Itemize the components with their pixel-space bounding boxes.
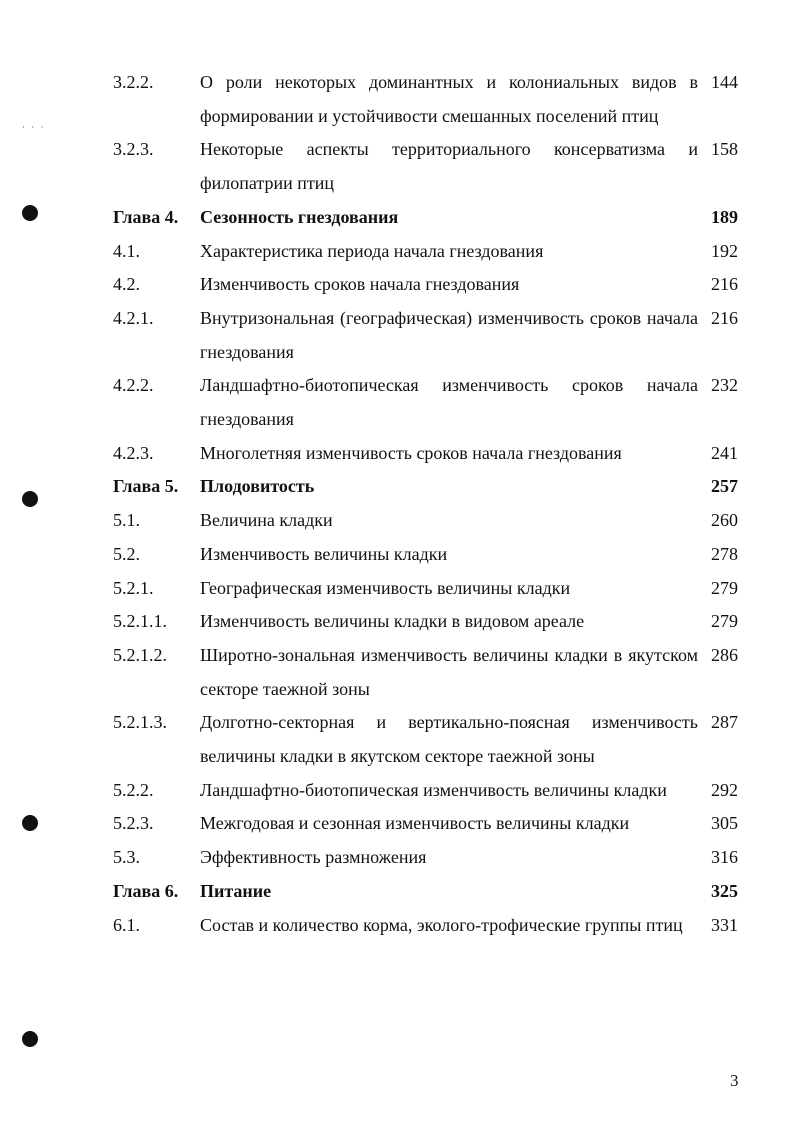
toc-entry-number: 5.2.1.2. <box>113 644 167 665</box>
toc-entry-number: 5.2. <box>113 543 140 564</box>
toc-entry-page: 331 <box>711 914 738 935</box>
table-of-contents <box>113 66 738 942</box>
toc-entry-page: 305 <box>711 813 738 834</box>
toc-entry-title: Географическая изменчивость величины кладки <box>200 577 571 598</box>
toc-row <box>113 807 738 841</box>
page-number: 3 <box>730 1071 739 1090</box>
toc-entry-number: Глава 4. <box>113 206 179 227</box>
toc-entry-title: Эффективность размножения <box>200 847 427 868</box>
toc-chapter-row <box>113 201 738 235</box>
toc-entry-page: 241 <box>711 442 738 463</box>
toc-entry-number: 4.2.3. <box>113 442 154 463</box>
toc-entry-page: 232 <box>711 375 738 396</box>
toc-row <box>113 504 738 538</box>
toc-row <box>113 572 738 606</box>
toc-entry-title: Плодовитость <box>200 476 315 497</box>
toc-entry-title: Сезонность гнездования <box>200 206 399 227</box>
toc-entry-title: Ландшафтно-биотопическая изменчивость сроков начала гнездования <box>200 375 698 430</box>
toc-entry-title: Межгодовая и сезонная изменчивость величины кладки <box>200 813 630 834</box>
toc-entry-number: 5.2.1.3. <box>113 712 167 733</box>
binder-hole-3 <box>22 815 38 831</box>
toc-entry-title: Состав и количество корма, эколого-трофические группы птиц <box>200 914 683 935</box>
toc-chapter-row <box>113 875 738 909</box>
toc-entry-page: 189 <box>711 206 738 227</box>
toc-entry-page: 260 <box>711 510 738 531</box>
toc-row <box>113 538 738 572</box>
toc-entry-title: Долготно-секторная и вертикально-поясная изменчивость величины кладки в якутском секторе таежной зоны <box>200 712 698 767</box>
toc-row <box>113 235 738 269</box>
toc-entry-title: Изменчивость величины кладки <box>200 543 448 564</box>
toc-entry-number: 3.2.3. <box>113 139 154 160</box>
toc-entry-number: 5.2.1.1. <box>113 611 167 632</box>
toc-entry-title: Величина кладки <box>200 510 333 531</box>
toc-entry-number: 5.1. <box>113 510 140 531</box>
toc-entry-number: 3.2.2. <box>113 72 154 92</box>
toc-row <box>113 841 738 875</box>
toc-entry-title: Ландшафтно-биотопическая изменчивость величины кладки <box>200 779 667 800</box>
toc-entry-number: 5.2.3. <box>113 813 154 834</box>
toc-row <box>113 437 738 471</box>
toc-entry-page: 278 <box>711 543 738 564</box>
toc-entry-page: 192 <box>711 240 738 261</box>
toc-chapter-row <box>113 470 738 504</box>
toc-row <box>113 909 738 943</box>
toc-entry-number: 5.3. <box>113 847 140 868</box>
toc-entry-page: 216 <box>711 274 738 295</box>
toc-row <box>113 774 738 808</box>
toc-entry-title: Питание <box>200 880 272 901</box>
toc-row <box>113 706 738 773</box>
toc-entry-number: 6.1. <box>113 914 140 935</box>
binder-hole-4 <box>22 1031 38 1047</box>
toc-entry-page: 292 <box>711 779 738 800</box>
toc-entry-title: О роли некоторых доминантных и колониальных видов в формировании и устойчивости смешанных поселений птиц <box>200 72 698 126</box>
toc-row <box>113 639 738 706</box>
toc-row <box>113 268 738 302</box>
toc-row <box>113 605 738 639</box>
toc-entry-number: Глава 5. <box>113 476 179 497</box>
toc-entry-number: 5.2.1. <box>113 577 154 598</box>
toc-row <box>113 302 738 369</box>
toc-entry-page: 158 <box>711 139 738 160</box>
toc-row <box>113 66 738 133</box>
binder-hole-2 <box>22 491 38 507</box>
toc-entry-page: 144 <box>711 72 738 92</box>
toc-entry-page: 279 <box>711 577 738 598</box>
toc-entry-number: 4.2.2. <box>113 375 154 396</box>
toc-entry-title: Характеристика периода начала гнездования <box>200 240 544 261</box>
toc-entry-number: Глава 6. <box>113 880 179 901</box>
toc-entry-title: Широтно-зональная изменчивость величины кладки в якутском секторе таежной зоны <box>200 644 698 699</box>
toc-entry-page: 216 <box>711 307 738 328</box>
binder-hole-1 <box>22 205 38 221</box>
toc-entry-page: 257 <box>711 476 738 497</box>
toc-entry-title: Внутризональная (географическая) изменчивость сроков начала гнездования <box>200 307 698 362</box>
toc-entry-title: Изменчивость сроков начала гнездования <box>200 274 520 295</box>
toc-entry-page: 325 <box>711 880 738 901</box>
toc-entry-title: Многолетняя изменчивость сроков начала гнездования <box>200 442 622 463</box>
toc-row <box>113 369 738 436</box>
toc-entry-number: 4.2.1. <box>113 307 154 328</box>
toc-entry-page: 287 <box>711 712 738 733</box>
toc-entry-number: 5.2.2. <box>113 779 154 800</box>
toc-entry-page: 286 <box>711 644 738 665</box>
toc-entry-page: 279 <box>711 611 738 632</box>
toc-entry-number: 4.2. <box>113 274 140 295</box>
toc-entry-title: Некоторые аспекты территориального консерватизма и филопатрии птиц <box>200 139 698 194</box>
toc-entry-page: 316 <box>711 847 738 868</box>
toc-entry-title: Изменчивость величины кладки в видовом ареале <box>200 611 585 632</box>
toc-row <box>113 133 738 200</box>
toc-entry-number: 4.1. <box>113 240 140 261</box>
scan-specks: · · · <box>22 122 46 132</box>
